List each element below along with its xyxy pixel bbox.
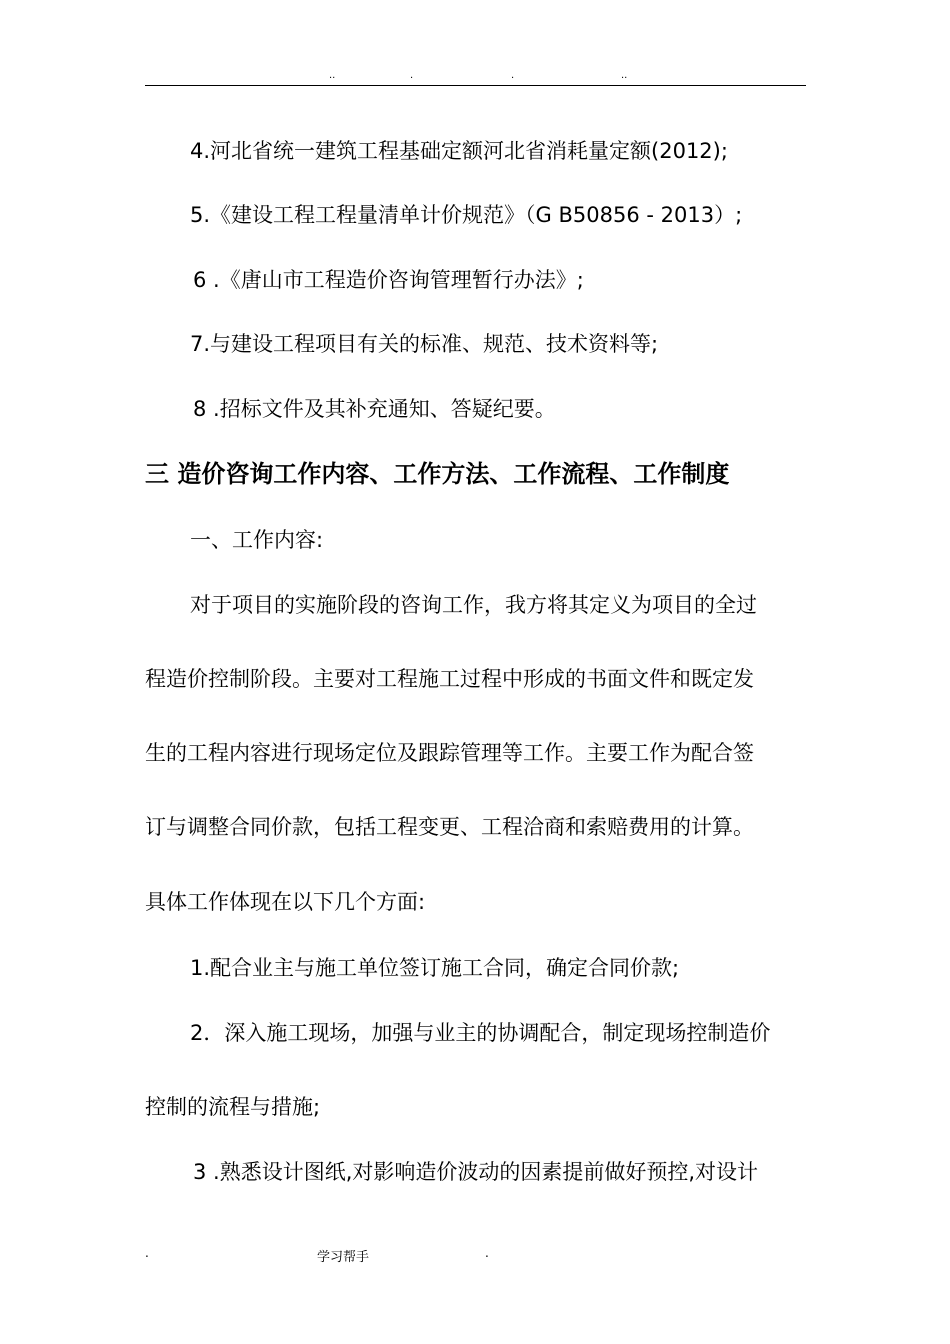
header-mark: .. [329, 70, 336, 81]
paragraph-line: 订与调整合同价款，包括工程变更、工程洽商和索赔费用的计算。 [145, 815, 754, 839]
header-mark: . [511, 70, 515, 81]
section-heading: 三 造价咨询工作内容、工作方法、工作流程、工作制度 [145, 460, 730, 488]
page-header [145, 70, 805, 84]
page-footer [145, 1246, 545, 1266]
paragraph-line: 程造价控制阶段。主要对工程施工过程中形成的书面文件和既定发 [145, 667, 754, 691]
work-item-2-continued: 控制的流程与措施; [145, 1095, 321, 1119]
subsection-title: 一、工作内容: [190, 528, 324, 552]
work-item-3: 3 .熟悉设计图纸,对影响造价波动的因素提前做好预控,对设计 [193, 1160, 759, 1184]
footer-text: 学习帮手 [317, 1250, 370, 1265]
paragraph-line: 对于项目的实施阶段的咨询工作，我方将其定义为项目的全过 [190, 593, 757, 617]
paragraph-line: 生的工程内容进行现场定位及跟踪管理等工作。主要工作为配合签 [145, 741, 754, 765]
work-item-1: 1.配合业主与施工单位签订施工合同，确定合同价款; [190, 956, 680, 980]
header-mark: . [410, 70, 414, 81]
header-rule [145, 85, 806, 86]
reference-item-6: 6 .《唐山市工程造价咨询管理暂行办法》; [193, 268, 584, 292]
reference-item-8: 8 .招标文件及其补充通知、答疑纪要。 [193, 397, 556, 421]
reference-item-7: 7.与建设工程项目有关的标准、规范、技术资料等; [190, 332, 659, 356]
reference-item-4: 4.河北省统一建筑工程基础定额河北省消耗量定额(2012); [190, 139, 728, 163]
work-item-2: 2．深入施工现场，加强与业主的协调配合，制定现场控制造价 [190, 1021, 771, 1045]
footer-mark-left: . [145, 1246, 149, 1260]
paragraph-line: 具体工作体现在以下几个方面: [145, 890, 426, 914]
reference-item-5: 5.《建设工程工程量清单计价规范》（G B50856 - 2013）; [190, 203, 743, 227]
header-mark: .. [621, 70, 628, 81]
footer-mark-right: . [485, 1246, 489, 1260]
